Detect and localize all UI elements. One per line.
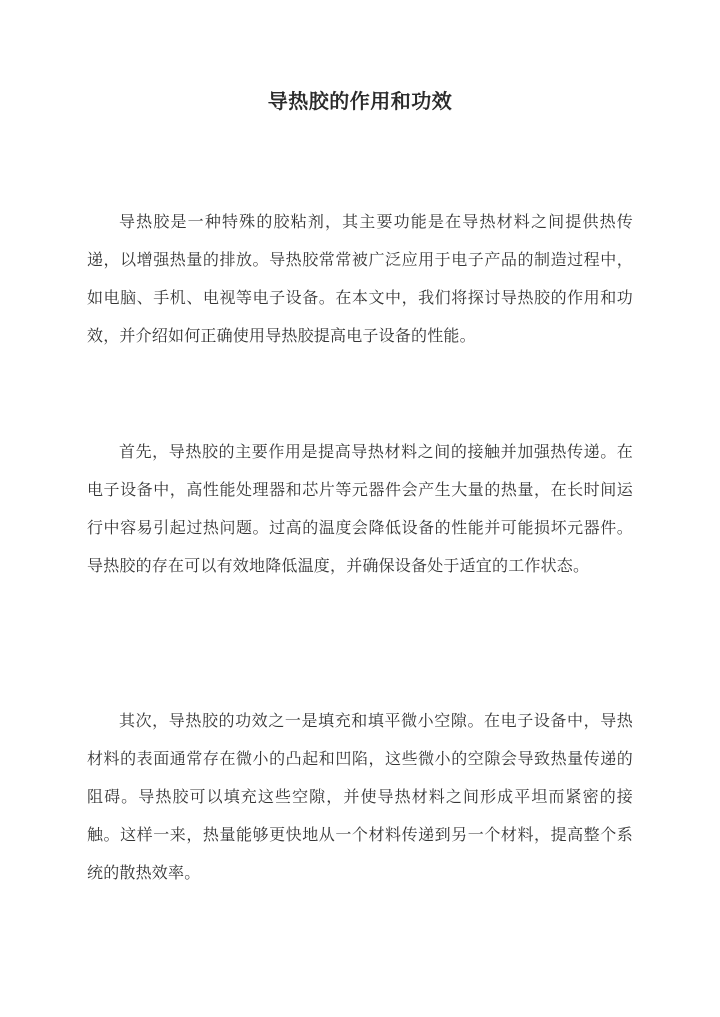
- paragraph-fill-gaps: 其次，导热胶的功效之一是填充和填平微小空隙。在电子设备中，导热材料的表面通常存在微小的凸起和凹陷，这些微小的空隙会导致热量传递的阻碍。导热胶可以填充这些空隙，并使导热材料之间形成平坦而紧密的接触。这样一来，热量能够更快地从一个材料传递到另一个材料，提高整个系统的散热效率。: [87, 711, 633, 882]
- paragraph-main-function: 首先，导热胶的主要作用是提高导热材料之间的接触并加强热传递。在电子设备中，高性能处理器和芯片等元器件会产生大量的热量，在长时间运行中容易引起过热问题。过高的温度会降低设备的性能并可能损坏元器件。导热胶的存在可以有效地降低温度，并确保设备处于适宜的工作状态。: [87, 442, 633, 575]
- document-title: 导热胶的作用和功效: [267, 89, 453, 113]
- paragraph-intro: 导热胶是一种特殊的胶粘剂，其主要功能是在导热材料之间提供热传递，以增强热量的排放。导热胶常常被广泛应用于电子产品的制造过程中，如电脑、手机、电视等电子设备。在本文中，我们将探讨导热胶的作用和功效，并介绍如何正确使用导热胶提高电子设备的性能。: [87, 212, 633, 345]
